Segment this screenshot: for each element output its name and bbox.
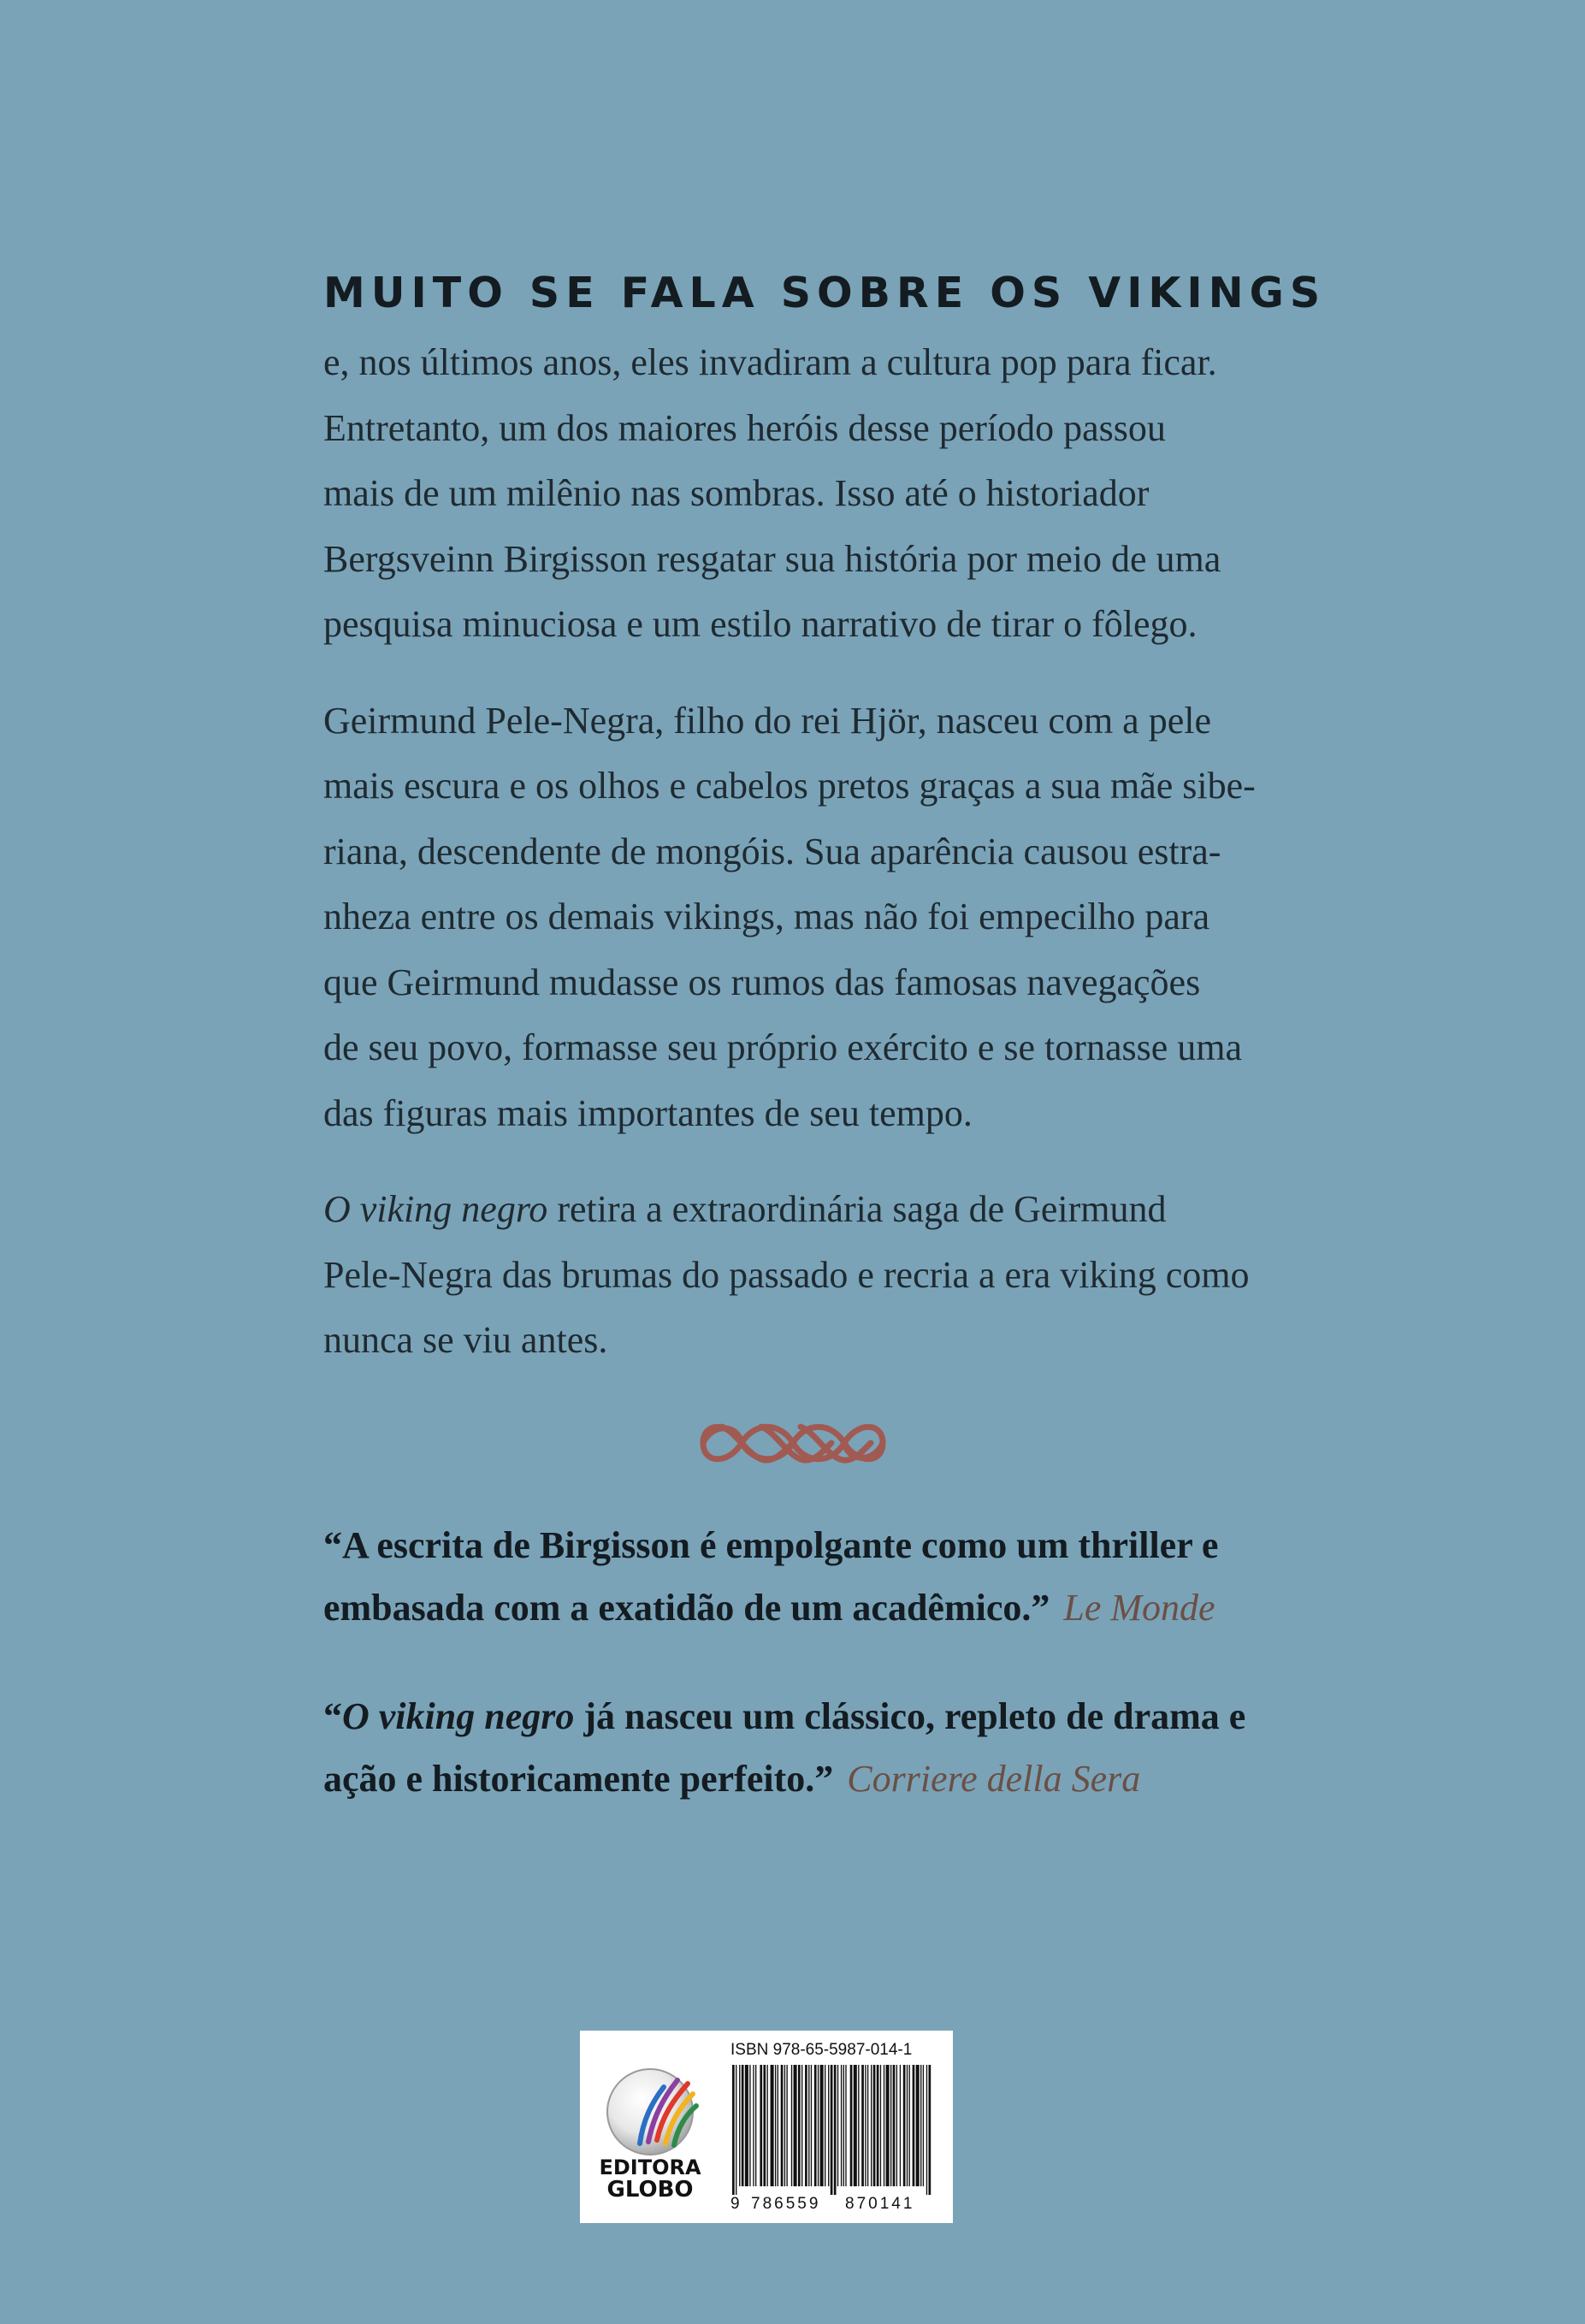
barcode-bar — [749, 2065, 750, 2186]
barcode-bar — [805, 2065, 807, 2186]
paragraph-1-line: mais de um milênio nas sombras. Isso até o historiador — [323, 472, 1150, 514]
barcode-bar — [890, 2065, 891, 2186]
paragraph-3-line: Pele-Negra das brumas do passado e recria a era viking como — [323, 1253, 1250, 1296]
paragraph-2-line: riana, descendente de mongóis. Sua aparência causou estra- — [323, 830, 1221, 872]
book-title: O viking negro — [342, 1695, 575, 1737]
barcode-digits-left: 786559 — [751, 2195, 821, 2213]
paragraph-2-line: que Geirmund mudasse os rumos das famosas navegações — [323, 961, 1201, 1003]
barcode-bar — [841, 2065, 842, 2186]
barcode-bar — [920, 2065, 921, 2186]
barcode-bar — [811, 2065, 812, 2186]
paragraph-3-text: retira a extraordinária saga de Geirmund — [547, 1188, 1167, 1230]
barcode-bar — [732, 2065, 735, 2195]
barcode-bar — [858, 2065, 859, 2186]
book-title: O viking negro — [323, 1188, 548, 1230]
barcode-bar — [867, 2065, 868, 2186]
barcode-bar — [781, 2065, 784, 2186]
barcode-bar — [767, 2065, 768, 2186]
quote-text: já nasceu um clássico, repleto de drama e — [574, 1695, 1246, 1737]
editora-globo-logo-icon — [599, 2065, 710, 2202]
barcode-bars — [730, 2065, 937, 2195]
barcode-bar — [818, 2065, 819, 2186]
quote-line — [323, 1576, 1281, 1639]
paragraph-2 — [323, 689, 1264, 1147]
barcode-bar — [745, 2065, 748, 2186]
logo-text-editora: EDITORA — [599, 2155, 701, 2179]
barcode-bar — [923, 2065, 924, 2186]
barcode-bar — [861, 2065, 864, 2186]
isbn-barcode-panel — [580, 2031, 953, 2223]
headline: MUITO SE FALA SOBRE OS VIKINGS — [323, 269, 1327, 317]
paragraph-3-line: nunca se viu antes. — [323, 1319, 608, 1361]
isbn-label: ISBN 978-65-5987-014-1 — [730, 2041, 913, 2059]
barcode-bar — [837, 2065, 838, 2186]
paragraph-3 — [323, 1177, 1264, 1374]
review-quote — [323, 1514, 1281, 1639]
paragraph-1-line: e, nos últimos anos, eles invadiram a cultura pop para ficar. — [323, 341, 1217, 383]
barcode-bar — [794, 2065, 797, 2186]
barcode-bar — [828, 2065, 829, 2186]
paragraph-1 — [323, 330, 1264, 658]
barcode-bar — [753, 2065, 754, 2186]
barcode-bar — [786, 2065, 787, 2186]
barcode-bar — [791, 2065, 792, 2186]
paragraph-1-line: pesquisa minuciosa e um estilo narrativo de tirar o fôlego. — [323, 603, 1198, 645]
barcode-bar — [760, 2065, 762, 2186]
barcode-bar — [801, 2065, 802, 2186]
barcode-bar — [814, 2065, 817, 2186]
quote-source: Le Monde — [1063, 1587, 1215, 1629]
barcode-bar — [900, 2065, 901, 2186]
barcode-digits-right: 870141 — [845, 2195, 915, 2213]
barcode-bar — [843, 2065, 844, 2186]
barcode-bar — [834, 2065, 837, 2195]
barcode-bar — [771, 2065, 774, 2186]
quote-open-mark: “ — [323, 1695, 342, 1737]
quote-line — [323, 1685, 1281, 1747]
paragraph-3-line — [323, 1177, 1264, 1243]
quote-line — [323, 1747, 1281, 1810]
barcode-bar — [755, 2065, 756, 2186]
barcode-bar — [854, 2065, 857, 2186]
barcode-bar — [929, 2065, 931, 2195]
barcode-bar — [871, 2065, 872, 2186]
quote-text: ação e historicamente perfeito.” — [323, 1758, 834, 1800]
barcode-bar — [896, 2065, 897, 2186]
barcode-bar — [850, 2065, 853, 2186]
barcode-digit-first: 9 — [730, 2195, 740, 2213]
barcode-bar — [907, 2065, 908, 2186]
barcode-bar — [913, 2065, 915, 2186]
paragraph-2-line: Geirmund Pele-Negra, filho do rei Hjör, nasceu com a pele — [323, 699, 1211, 742]
barcode-bar — [903, 2065, 906, 2186]
barcode-bar — [886, 2065, 890, 2186]
barcode-bar — [865, 2065, 866, 2186]
barcode-bar — [877, 2065, 879, 2186]
paragraph-2-line: nheza entre os demais vikings, mas não foi empecilho para — [323, 896, 1210, 937]
barcode-bar — [763, 2065, 766, 2186]
review-quote — [323, 1685, 1281, 1810]
quote-source: Corriere della Sera — [847, 1758, 1141, 1800]
review-quotes — [323, 1514, 1281, 1810]
barcode-bar — [742, 2065, 744, 2186]
celtic-knot-ornament-icon — [695, 1413, 891, 1473]
logo-text-globo: GLOBO — [606, 2177, 694, 2202]
paragraph-2-line: de seu povo, formasse seu próprio exército e se tornasse uma — [323, 1026, 1243, 1068]
barcode-bar — [845, 2065, 846, 2186]
barcode-bar — [808, 2065, 809, 2186]
barcode-bar — [775, 2065, 776, 2186]
paragraph-1-line: Bergsveinn Birgisson resgatar sua história por meio de uma — [323, 537, 1221, 580]
paragraph-1-line: Entretanto, um dos maiores heróis desse período passou — [323, 406, 1166, 449]
quote-text: embasada com a exatidão de um acadêmico.” — [323, 1587, 1050, 1629]
barcode-bar — [873, 2065, 876, 2186]
barcode-bar — [880, 2065, 881, 2186]
paragraph-2-line: das figuras mais importantes de seu tempo. — [323, 1091, 973, 1134]
barcode-bar — [798, 2065, 801, 2186]
barcode-bar — [893, 2065, 896, 2186]
barcode-bar — [909, 2065, 910, 2186]
barcode-bar — [784, 2065, 785, 2186]
paragraph-2-line: mais escura e os olhos e cabelos pretos graças a sua mãe sibe- — [323, 765, 1256, 807]
barcode-bar — [926, 2065, 927, 2195]
barcode-bar — [916, 2065, 920, 2186]
quote-line: “A escrita de Birgisson é empolgante como um thriller e — [323, 1524, 1219, 1566]
barcode-bar — [739, 2065, 740, 2186]
barcode-bar — [820, 2065, 824, 2186]
barcode-bar — [831, 2065, 833, 2195]
synopsis — [323, 257, 1327, 1374]
